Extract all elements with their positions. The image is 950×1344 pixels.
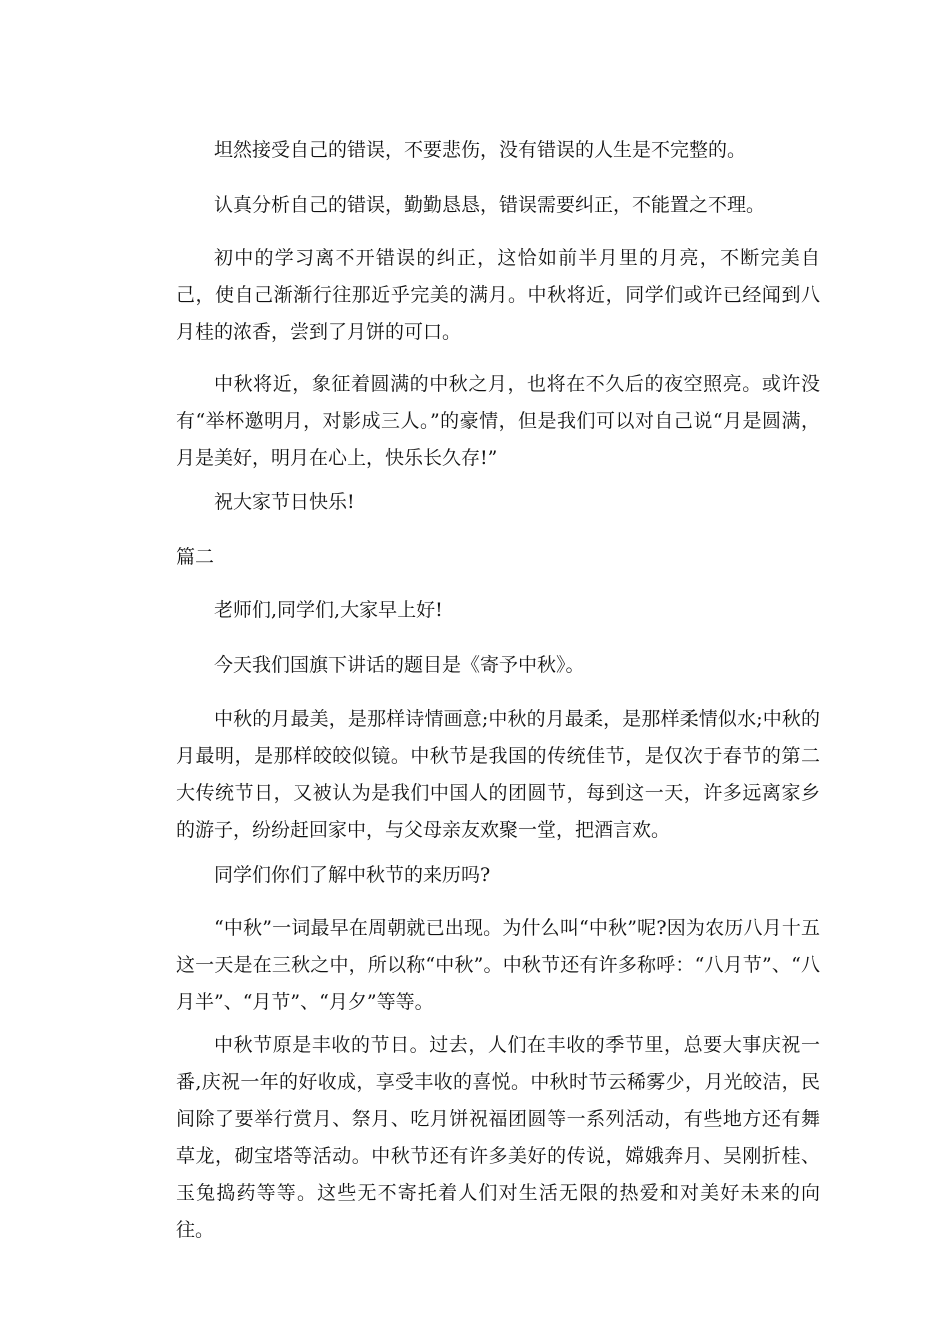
paragraph-moon-beauty: 中秋的月最美，是那样诗情画意;中秋的月最柔，是那样柔情似水;中秋的月最明，是那样皎皎似镜。中秋节是我国的传统佳节，是仅次于春节的第二大传统节日，又被认为是我们中国人的团圆节，每到这一天，许多远离家乡的游子，纷纷赶回家中，与父母亲友欢聚一堂，把酒言欢。: [176, 708, 820, 841]
paragraph-holiday-wishes: 祝大家节日快乐!: [214, 491, 355, 513]
paragraph-mid-autumn-approaching: 中秋将近，象征着圆满的中秋之月，也将在不久后的夜空照亮。或许没有“举杯邀明月，对影成三人。”的豪情，但是我们可以对自己说“月是圆满，月是美好，明月在心上，快乐长久存!”: [176, 373, 820, 469]
paragraph-greeting: 老师们,同学们,大家早上好!: [214, 599, 443, 621]
paragraph-question-origin: 同学们你们了解中秋节的来历吗?: [214, 864, 491, 886]
paragraph-accept-mistakes: 坦然接受自己的错误，不要悲伤，没有错误的人生是不完整的。: [214, 139, 747, 161]
paragraph-origin-history: “中秋”一词最早在周朝就已出现。为什么叫“中秋”呢?因为农历八月十五这一天是在三秋之中，所以称“中秋”。中秋节还有许多称呼：“八月节”、“八月半”、“月节”、“月夕”等等。: [176, 917, 820, 1013]
paragraph-speech-topic: 今天我们国旗下讲话的题目是《寄予中秋》。: [214, 654, 585, 676]
section-heading-part-two: 篇二: [176, 546, 215, 568]
paragraph-analyze-mistakes: 认真分析自己的错误，勤勤恳恳，错误需要纠正，不能置之不理。: [214, 194, 766, 216]
paragraph-harvest-festival: 中秋节原是丰收的节日。过去，人们在丰收的季节里，总要大事庆祝一番,庆祝一年的好收成，享受丰收的喜悦。中秋时节云稀雾少，月光皎洁，民间除了要举行赏月、祭月、吃月饼祝福团圆等一系列活动，有些地方还有舞草龙，砌宝塔等活动。中秋节还有许多美好的传说，嫦娥奔月、吴刚折桂、玉兔捣药等等。这些无不寄托着人们对生活无限的热爱和对美好未来的向往。: [176, 1034, 820, 1241]
paragraph-junior-study: 初中的学习离不开错误的纠正，这恰如前半月里的月亮，不断完美自己，使自己渐渐行往那近乎完美的满月。中秋将近，同学们或许已经闻到八月桂的浓香，尝到了月饼的可口。: [176, 247, 820, 343]
